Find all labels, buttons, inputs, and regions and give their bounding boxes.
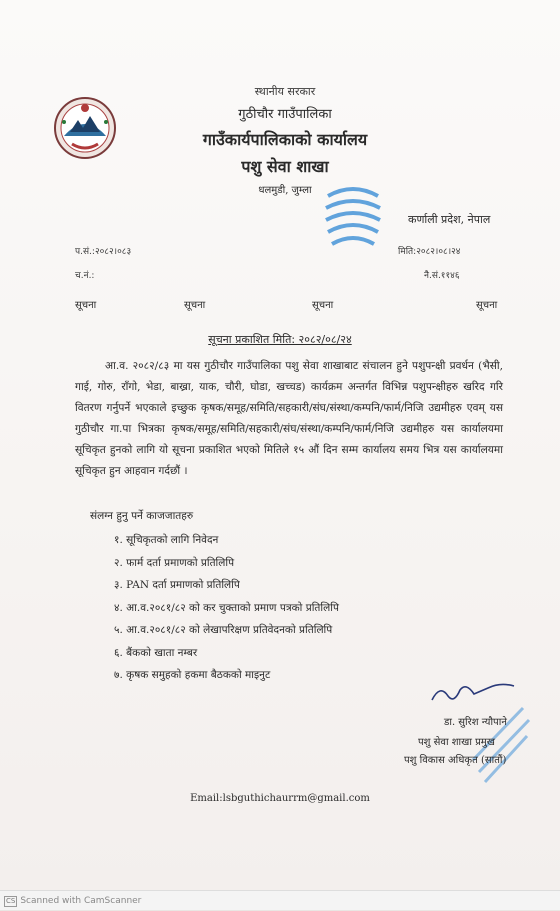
list-item: १. सूचिकृतको लागि निवेदन: [114, 534, 219, 546]
signatory-designation: पशु विकास अधिकृत (सातौं): [404, 755, 507, 766]
notice-label-1: सूचना: [75, 300, 97, 311]
letter-date: मिति:२०८२।०८।२४: [398, 247, 461, 257]
list-item: ५. आ.व.२०८१/८२ को लेखापरिक्षण प्रतिवेदनको प्रतिलिपि: [114, 624, 333, 636]
scanner-footer: [0, 890, 560, 910]
list-item: ७. कृषक समुहको हकमा बैठकको माइनुट: [114, 669, 271, 681]
required-documents-list: [114, 529, 339, 687]
header-municipality: गुठीचौर गाउँपालिका: [238, 107, 332, 122]
notice-label-4: सूचना: [476, 300, 498, 311]
signatory-role: पशु सेवा शाखा प्रमुख: [418, 737, 495, 748]
list-item: २. फार्म दर्ता प्रमाणको प्रतिलिपि: [114, 556, 235, 569]
signatory-name: डा. सुरिश न्यौपाने: [444, 717, 507, 728]
header-branch: पशु सेवा शाखा: [241, 157, 329, 176]
notice-label-3: सूचना: [312, 300, 334, 311]
camscanner-icon: CS: [6, 897, 16, 905]
required-documents-heading: संलग्न हुनु पर्ने काजजातहरु: [90, 510, 194, 522]
list-item: ६. बैंकको खाता नम्बर: [114, 646, 198, 659]
office-email: Email:lsbguthichaurrm@gmail.com: [190, 793, 370, 804]
office-stamp-icon: [318, 178, 388, 256]
header-address: धलमुडी, जुम्ला: [258, 185, 312, 196]
notice-label-2: सूचना: [184, 300, 206, 311]
header-office: गाउँकार्यपालिकाको कार्यालय: [202, 130, 368, 149]
scanner-label: Scanned with CamScanner: [20, 896, 142, 906]
dispatch-number: च.नं.:: [75, 271, 95, 281]
list-item: ४. आ.व.२०८१/८२ को कर चुक्ताको प्रमाण पत्रको प्रतिलिपि: [114, 601, 339, 614]
notice-body: आ.व. २०८२/८३ मा यस गुठीचौर गाउँपालिका पशु सेवा शाखाबाट संचालन हुने पशुपन्क्षी प्रवर्धन (भैसी, गाई, गोरु, राँगो, भेडा, बाख्रा, याक, चौरी, घोडा, खच्चड) कार्यक्रम अन्तर्गत विभिन्न पशुपन्क्षीहरु खरिद गरि वितरण गर्नुपर्ने भएकाले इच्छुक कृषक/समूह/समिति/सहकारी/संघ/संस्था/कम्पनि/फार्म/निजि उद्यमीहरु एवम् यस गुठीचौर गा.पा भित्रका कृषक/समूह/समिति/सहकारी/संघ/संस्था/कम्पनि/फार्म/निजि उद्यमीहरु यस कार्यालयमा सूचिकृत हुनको लागि यो सूचना प्रकाशित भएको मितिले १५ औं दिन सम्म कार्यालय समय भित्र यस कार्यालयमा सूचिकृत हुन आहवान गर्दछौं ।: [75, 360, 503, 477]
publication-title: सूचना प्रकाशित मिति: २०८२/०८/२४: [208, 333, 352, 346]
province-label: कर्णाली प्रदेश, नेपाल: [408, 213, 491, 226]
reference-number: प.सं.:२०८२।०८३: [75, 247, 132, 257]
header-local-government: स्थानीय सरकार: [254, 85, 316, 98]
list-item: ३. PAN दर्ता प्रमाणको प्रतिलिपि: [114, 579, 240, 591]
nepal-emblem-icon: [50, 92, 120, 164]
registration-number: नै.सं.११४६: [424, 271, 460, 281]
